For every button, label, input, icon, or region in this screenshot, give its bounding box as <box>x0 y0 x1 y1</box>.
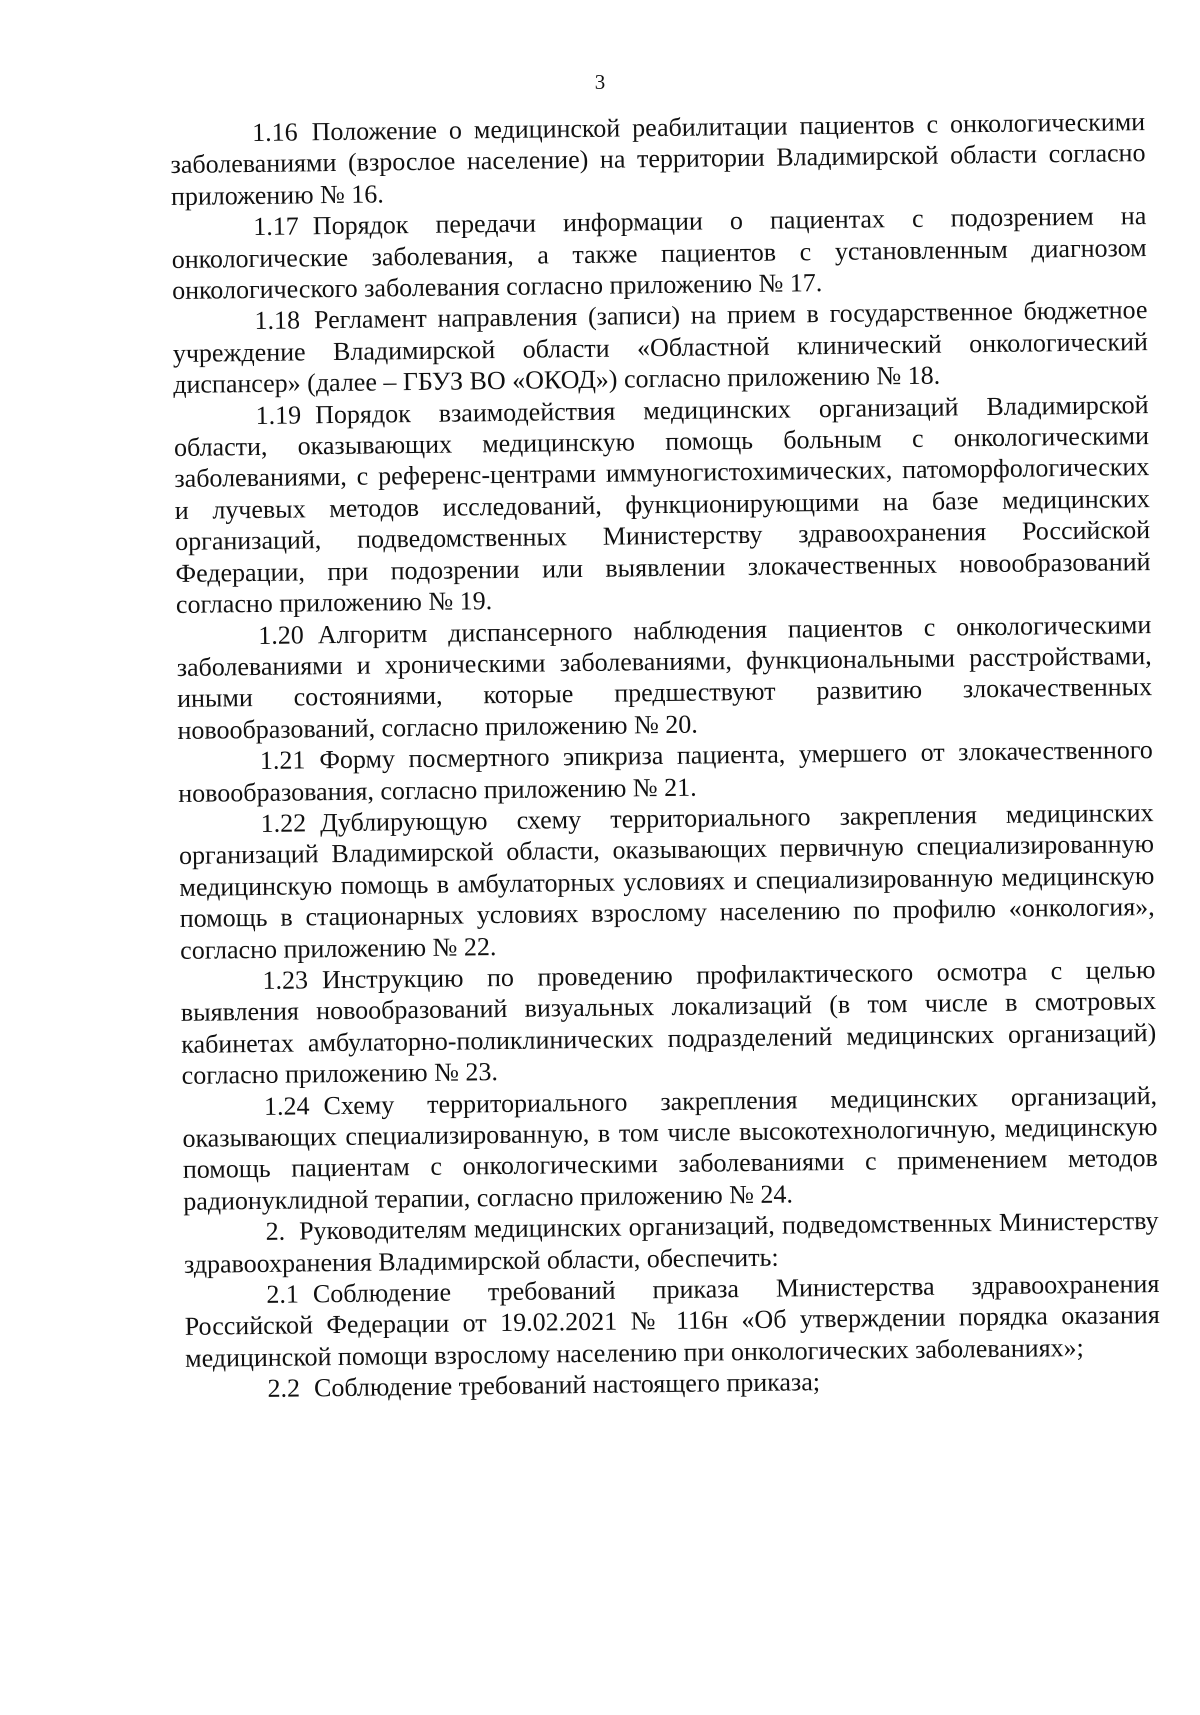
paragraph-number: 1.20 <box>258 619 304 650</box>
paragraph-2-1 <box>184 1268 1160 1374</box>
paragraph-text: Схему территориального закрепления медицинских организаций, оказывающих специализированную, в том числе высокотехнологичную, медицинскую помощь пациентам с онкологическими заболеваниями с применением методов радионуклидной терапии, согласно приложению № 24. <box>182 1080 1158 1216</box>
paragraph-text: Дублирующую схему территориального закрепления медицинских организаций Владимирской области, оказывающих первичную специализированную медицинскую помощь в амбулаторных условиях и специализированную медицинскую помощь в стационарных условиях взрослому населению по профилю «онкология», согласно приложению № 22. <box>178 797 1155 965</box>
paragraph-number: 1.24 <box>263 1090 310 1121</box>
paragraph-text: Порядок передачи информации о пациентах с подозрением на онкологические заболевания, а также пациентов с установленным диагнозом онкологического заболевания согласно приложению № 17. <box>171 201 1147 306</box>
paragraph-number: 1.23 <box>262 965 309 995</box>
page-number: 3 <box>594 70 606 94</box>
paragraph-1-23 <box>180 954 1156 1092</box>
paragraph-1-16 <box>170 106 1146 212</box>
paragraph-1-20 <box>176 609 1152 747</box>
paragraph-text: Регламент направления (записи) на прием в государственное бюджетное учреждение Владимирской области «Областной клинический онкологический диспансер» (далее – ГБУЗ ВО «ОКОД») согласно приложению № 18. <box>172 295 1148 400</box>
paragraph-1-24 <box>182 1080 1158 1218</box>
paragraph-2 <box>183 1205 1159 1280</box>
paragraph-1-21 <box>178 734 1154 809</box>
paragraph-number: 1.16 <box>252 117 298 147</box>
paragraph-text: Положение о медицинской реабилитации пациентов с онкологическими заболеваниями (взрослое население) на территории Владимирской области согласно приложению № 16. <box>170 107 1146 211</box>
paragraph-number: 2.2 <box>267 1373 301 1404</box>
paragraph-text: Алгоритм диспансерного наблюдения пациентов с онкологическими заболеваниями и хроническими заболеваниями, функциональными расстройствами, иными состояниями, которые предшествуют развитию злокачественных новообразований, согласно приложению № 20. <box>176 609 1153 745</box>
paragraph-1-17 <box>171 200 1147 306</box>
paragraph-number: 1.18 <box>254 305 301 336</box>
paragraph-1-19 <box>173 389 1151 621</box>
paragraph-number: 1.19 <box>255 400 302 430</box>
paragraph-text: Руководителям медицинских организаций, подведомственных Министерству здравоохранения Владимирской области, обеспечить: <box>183 1206 1159 1279</box>
paragraph-number: 1.17 <box>253 211 300 242</box>
paragraph-text: Соблюдение требований настоящего приказа; <box>313 1367 821 1403</box>
paragraph-number: 2.1 <box>266 1279 300 1309</box>
paragraph-number: 1.21 <box>259 745 306 776</box>
document-body <box>170 106 1161 1405</box>
paragraph-number: 2. <box>265 1216 286 1247</box>
paragraph-text: Инструкцию по проведению профилактического осмотра с целью выявления новообразований визуальных локализаций (в том числе в смотровых кабинетах амбулаторно-поликлинических подразделений медицинских организаций) согласно приложению № 23. <box>180 954 1157 1091</box>
paragraph-text: Соблюдение требований приказа Министерства здравоохранения Российской Федерации от 19.02.2021 № 116н «Об утверждении порядка оказания медицинской помощи взрослому населению при онкологических заболеваниях»; <box>184 1269 1160 1373</box>
paragraph-1-18 <box>172 295 1148 401</box>
paragraph-1-22 <box>178 797 1155 966</box>
paragraph-text: Форму посмертного эпикриза пациента, умершего от злокачественного новообразования, согласно приложению № 21. <box>178 735 1153 808</box>
paragraph-number: 1.22 <box>260 808 307 838</box>
paragraph-text: Порядок взаимодействия медицинских организаций Владимирской области, оказывающих медицинскую помощь больным с онкологическими заболеваниями, с референс-центрами иммуногистохимических, патоморфологических и лучевых методов исследований, функционирующими на базе медицинских организаций, подведомственных Министерству здравоохранения Российской Федерации, при подозрении или выявлении злокачественных новообразований согласно приложению № 19. <box>173 389 1151 620</box>
